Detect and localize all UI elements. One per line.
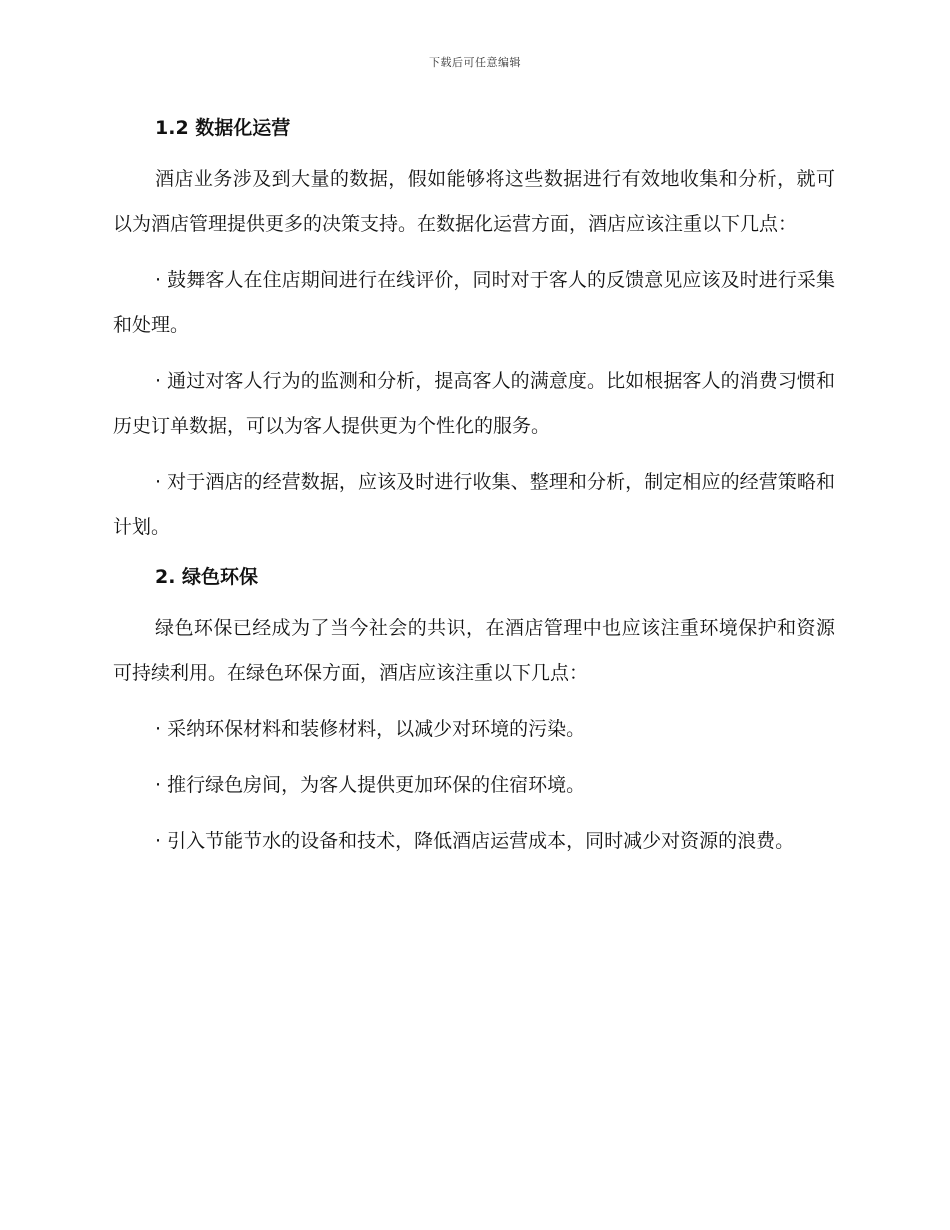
bullet-item: · 引入节能节水的设备和技术，降低酒店运营成本，同时减少对资源的浪费。 bbox=[155, 830, 795, 852]
section-heading-data-operations: 1.2 数据化运营 bbox=[155, 117, 291, 139]
paragraph-green-environment-intro: 绿色环保已经成为了当今社会的共识，在酒店管理中也应该注重环境保护和资源可持续利用。在绿色环保方面，酒店应该注重以下几点： bbox=[113, 617, 835, 684]
bullet-item: · 通过对客人行为的监测和分析，提高客人的满意度。比如根据客人的消费习惯和历史订单数据，可以为客人提供更为个性化的服务。 bbox=[113, 370, 835, 437]
paragraph-data-operations-intro: 酒店业务涉及到大量的数据，假如能够将这些数据进行有效地收集和分析，就可以为酒店管理提供更多的决策支持。在数据化运营方面，酒店应该注重以下几点： bbox=[113, 168, 835, 235]
bullet-item: · 采纳环保材料和装修材料，以减少对环境的污染。 bbox=[155, 718, 586, 740]
bullet-item: · 推行绿色房间，为客人提供更加环保的住宿环境。 bbox=[155, 774, 586, 796]
page-header: 下载后可任意编辑 bbox=[429, 56, 521, 69]
section-heading-green-environment: 2. 绿色环保 bbox=[155, 566, 259, 588]
document-body bbox=[113, 114, 835, 864]
bullet-item: · 对于酒店的经营数据，应该及时进行收集、整理和分析，制定相应的经营策略和计划。 bbox=[113, 471, 835, 538]
bullet-item: · 鼓舞客人在住店期间进行在线评价，同时对于客人的反馈意见应该及时进行采集和处理。 bbox=[113, 269, 835, 336]
